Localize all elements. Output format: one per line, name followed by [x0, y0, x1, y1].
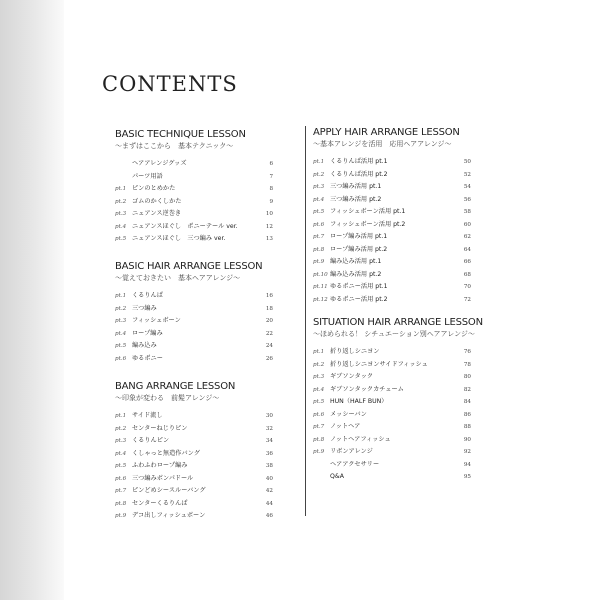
toc-entry-title: 編み込み活用 pt.1	[330, 258, 382, 265]
toc-entry-page-number: 30	[265, 413, 273, 419]
toc-entry	[115, 353, 273, 366]
toc-entry-title: ゆるポニー活用 pt.2	[330, 295, 388, 303]
toc-entry-title: 編み込み活用 pt.2	[330, 270, 382, 278]
toc-entry-title: Q&A	[330, 473, 344, 480]
section-subtitle: ～まずはここから 基本テクニック～	[115, 142, 234, 150]
toc-entry-part-number: pt.7	[313, 234, 325, 240]
toc-entry-part-number: pt.2	[313, 361, 325, 368]
toc-entry-page-number: 82	[463, 386, 471, 393]
toc-entry-part-number: pt.2	[115, 425, 127, 432]
toc-entry	[313, 281, 471, 294]
section-subtitle: ～ほめられる！ シチュエーション別ヘアアレンジ～	[313, 330, 475, 338]
toc-entry-part-number: pt.4	[313, 196, 325, 203]
toc-entry-part-number: pt.10	[313, 271, 328, 278]
section-basic-technique	[115, 128, 273, 246]
section-title: BANG ARRANGE LESSON	[115, 381, 236, 392]
toc-entry	[313, 459, 471, 472]
toc-entry-page-number: 13	[265, 236, 273, 242]
toc-entry-part-number: pt.1	[115, 293, 127, 299]
toc-entry-page-number: 50	[463, 159, 471, 165]
toc-entry	[115, 510, 273, 523]
toc-entry-part-number: pt.5	[115, 463, 127, 469]
toc-entry-page-number: 34	[265, 438, 273, 444]
toc-entry	[115, 473, 273, 486]
toc-entry-part-number: pt.12	[313, 296, 328, 303]
toc-entry-title: ゆるポニー	[132, 354, 163, 362]
toc-entry-page-number: 40	[265, 475, 273, 482]
toc-entry-page-number: 9	[269, 198, 273, 205]
toc-entry-title: ピンどめシースルーバング	[132, 487, 206, 494]
toc-entry	[313, 446, 471, 459]
section-subtitle: ～印象が変わる 前髪アレンジ～	[115, 394, 220, 402]
toc-entry-page-number: 24	[265, 343, 273, 349]
toc-entry-page-number: 66	[463, 259, 471, 265]
toc-entry-page-number: 26	[265, 355, 273, 362]
toc-entry-page-number: 42	[265, 488, 273, 494]
toc-entry-title: フィッシュボーン活用 pt.1	[330, 208, 406, 215]
toc-entry-part-number: pt.8	[313, 246, 325, 253]
toc-entry-title: ゴムのかくしかた	[132, 197, 182, 205]
toc-entry	[115, 410, 273, 423]
toc-entry-part-number: pt.1	[115, 413, 127, 419]
toc-entry-part-number: pt.4	[115, 450, 127, 457]
toc-entry-part-number: pt.6	[313, 411, 325, 418]
toc-entry	[115, 290, 273, 303]
toc-entry	[313, 371, 471, 384]
section-subtitle: ～基本アレンジを活用 応用ヘアアレンジ～	[313, 140, 452, 148]
toc-entry	[313, 206, 471, 219]
toc-entry-page-number: 78	[463, 361, 471, 368]
toc-entry-part-number: pt.1	[115, 186, 127, 192]
toc-entry-title: ヘアアクセサリー	[330, 460, 380, 468]
toc-entry-page-number: 58	[463, 209, 471, 215]
toc-entry-title: フィッシュボーン活用 pt.2	[330, 220, 406, 228]
toc-entry-part-number: pt.3	[313, 184, 325, 190]
toc-entry-part-number: pt.2	[313, 171, 325, 178]
toc-entry-title: 折り返しシニヨン	[330, 348, 380, 355]
toc-entry-title: ロープ編み活用 pt.1	[330, 233, 388, 240]
column-divider	[305, 126, 306, 516]
toc-entry-part-number: pt.5	[313, 209, 325, 215]
toc-entry-page-number: 68	[463, 271, 471, 278]
toc-entry-page-number: 84	[463, 399, 471, 405]
toc-entry-page-number: 64	[463, 246, 471, 253]
toc-entry-title: ゆるポニー活用 pt.1	[330, 283, 388, 290]
toc-entry-title: ピンのとめかた	[132, 185, 176, 192]
toc-entry	[115, 328, 273, 341]
toc-entry-title: くるりんぱ	[132, 292, 163, 299]
section-apply-hair-arrange	[313, 126, 471, 306]
toc-list	[313, 156, 471, 306]
toc-entry-title: 三つ編み活用 pt.2	[330, 195, 382, 203]
toc-entry-part-number: pt.2	[115, 198, 127, 205]
toc-entry-part-number: pt.7	[313, 424, 325, 430]
toc-entry	[313, 156, 471, 169]
toc-entry-title: くしゃっと無造作バング	[132, 449, 200, 457]
toc-entry-part-number: pt.4	[313, 386, 325, 393]
toc-entry-part-number: pt.8	[313, 436, 325, 443]
toc-entry	[313, 434, 471, 447]
toc-entry-title: 三つ編みボンパドール	[132, 474, 194, 482]
toc-entry-title: リボンアレンジ	[330, 448, 373, 455]
toc-entry-page-number: 8	[269, 186, 273, 192]
toc-entry-page-number: 12	[265, 223, 273, 230]
toc-entry-page-number: 38	[265, 463, 273, 469]
toc-list	[115, 410, 273, 523]
toc-entry	[313, 359, 471, 372]
toc-entry-title: サイド流し	[132, 412, 163, 419]
toc-entry	[115, 221, 273, 234]
toc-entry-part-number: pt.3	[115, 211, 127, 217]
toc-entry-title: ニュアンス逆巻き	[132, 210, 182, 217]
toc-entry-title: 三つ編み活用 pt.1	[330, 183, 382, 190]
toc-list	[115, 290, 273, 365]
toc-entry-page-number: 94	[463, 461, 471, 468]
toc-entry-title: パーツ用語	[132, 172, 163, 180]
section-title: APPLY HAIR ARRANGE LESSON	[313, 127, 460, 138]
toc-entry-part-number: pt.6	[115, 475, 127, 482]
toc-entry-part-number: pt.6	[313, 221, 325, 228]
toc-entry-part-number: pt.3	[115, 318, 127, 324]
toc-entry	[115, 303, 273, 316]
toc-entry-page-number: 90	[463, 436, 471, 443]
toc-entry-page-number: 10	[265, 211, 273, 217]
toc-entry-page-number: 46	[265, 513, 273, 519]
toc-entry-page-number: 95	[463, 474, 471, 480]
section-bang-arrange	[115, 380, 273, 523]
toc-entry-title: ロープ編み活用 pt.2	[330, 245, 388, 253]
toc-entry	[115, 460, 273, 473]
section-situation-hair-arrange	[313, 316, 483, 484]
toc-entry	[313, 471, 471, 484]
toc-entry-part-number: pt.4	[115, 223, 127, 230]
toc-entry-page-number: 72	[463, 296, 471, 303]
toc-entry-page-number: 76	[463, 349, 471, 355]
toc-entry-page-number: 44	[265, 500, 273, 507]
toc-entry-page-number: 80	[463, 374, 471, 380]
toc-entry-part-number: pt.3	[313, 374, 325, 380]
toc-entry-title: センターくるりんぱ	[132, 499, 188, 507]
toc-entry-page-number: 54	[463, 184, 471, 190]
toc-entry	[313, 256, 471, 269]
toc-entry-page-number: 7	[269, 173, 273, 180]
toc-entry-title: デコ出しフィッシュボーン	[132, 512, 206, 519]
toc-entry-part-number: pt.6	[115, 355, 127, 362]
toc-entry-title: ノットヘアフィッシュ	[330, 435, 391, 443]
toc-entry-title: ニュアンスほぐし ポニーテール ver.	[132, 222, 238, 230]
section-title: SITUATION HAIR ARRANGE LESSON	[313, 317, 483, 328]
toc-entry-title: ギブソンタックカチューム	[330, 385, 404, 393]
toc-entry	[313, 294, 471, 307]
toc-entry-part-number: pt.5	[115, 236, 127, 242]
toc-entry	[115, 183, 273, 196]
toc-entry-page-number: 36	[265, 450, 273, 457]
toc-entry-part-number: pt.1	[313, 159, 325, 165]
toc-entry	[115, 498, 273, 511]
toc-entry-title: くるりんぱ活用 pt.2	[330, 170, 388, 178]
toc-entry-part-number: pt.5	[115, 343, 127, 349]
toc-entry	[313, 181, 471, 194]
toc-entry-part-number: pt.3	[115, 438, 127, 444]
toc-entry-page-number: 86	[463, 411, 471, 418]
toc-entry-page-number: 88	[463, 424, 471, 430]
toc-entry-title: 折り返しシニヨンサイドフィッシュ	[330, 360, 428, 368]
toc-entry-title: ふわふわロープ編み	[132, 462, 188, 469]
toc-entry	[313, 396, 471, 409]
toc-entry-title: ロープ編み	[132, 329, 163, 337]
toc-entry-part-number: pt.7	[115, 488, 127, 494]
toc-entry-title: ニュアンスほぐし 三つ編み ver.	[132, 235, 226, 242]
toc-entry	[115, 158, 273, 171]
toc-entry-title: 三つ編み	[132, 304, 157, 312]
toc-list	[313, 346, 471, 484]
toc-entry-part-number: pt.5	[313, 399, 325, 405]
toc-entry	[115, 340, 273, 353]
toc-entry	[115, 485, 273, 498]
toc-entry-title: ヘアアレンジグッズ	[132, 160, 187, 167]
toc-entry-title: センターねじりピン	[132, 424, 188, 432]
toc-entry-page-number: 16	[265, 293, 273, 299]
section-title: BASIC TECHNIQUE LESSON	[115, 129, 246, 140]
toc-entry	[313, 409, 471, 422]
toc-entry-part-number: pt.9	[313, 449, 325, 455]
toc-entry-part-number: pt.1	[313, 349, 325, 355]
toc-entry-page-number: 18	[265, 305, 273, 312]
toc-entry-part-number: pt.9	[115, 513, 127, 519]
toc-entry	[313, 244, 471, 257]
toc-entry	[313, 384, 471, 397]
toc-entry	[313, 169, 471, 182]
toc-entry-page-number: 6	[269, 161, 273, 167]
section-title: BASIC HAIR ARRANGE LESSON	[115, 261, 263, 272]
toc-entry	[115, 448, 273, 461]
toc-entry	[313, 269, 471, 282]
toc-entry	[115, 423, 273, 436]
toc-entry	[313, 346, 471, 359]
toc-entry-title: 編み込み	[132, 342, 157, 349]
page-gutter-shadow	[0, 0, 64, 600]
toc-entry-page-number: 70	[463, 284, 471, 290]
section-basic-hair-arrange	[115, 260, 273, 365]
toc-entry-part-number: pt.11	[313, 284, 328, 290]
toc-entry-page-number: 52	[463, 171, 471, 178]
toc-entry-title: ノットヘア	[330, 423, 361, 430]
toc-entry-part-number: pt.2	[115, 305, 127, 312]
toc-entry	[313, 194, 471, 207]
toc-entry-part-number: pt.9	[313, 259, 325, 265]
toc-entry-title: くるりんピン	[132, 437, 170, 444]
toc-entry-title: フィッシュボーン	[132, 317, 181, 324]
toc-entry-page-number: 92	[463, 449, 471, 455]
toc-entry-title: HUN（HALF BUN）	[330, 398, 388, 405]
toc-entry-part-number: pt.8	[115, 500, 127, 507]
section-subtitle: ～覚えておきたい 基本ヘアアレンジ～	[115, 274, 241, 282]
toc-entry-part-number: pt.4	[115, 330, 127, 337]
toc-entry	[115, 233, 273, 246]
toc-entry-title: メッシーバン	[330, 410, 367, 418]
toc-list	[115, 158, 273, 246]
toc-entry	[115, 435, 273, 448]
toc-entry-page-number: 20	[265, 318, 273, 324]
toc-entry-page-number: 32	[265, 425, 273, 432]
page-title: CONTENTS	[102, 72, 238, 96]
toc-entry-page-number: 56	[463, 196, 471, 203]
toc-entry-page-number: 60	[463, 221, 471, 228]
toc-entry	[313, 219, 471, 232]
toc-entry	[313, 421, 471, 434]
toc-entry	[115, 208, 273, 221]
toc-entry	[115, 315, 273, 328]
toc-entry-page-number: 22	[265, 330, 273, 337]
toc-entry	[313, 231, 471, 244]
toc-entry	[115, 171, 273, 184]
toc-entry-page-number: 62	[463, 234, 471, 240]
toc-entry-title: くるりんぱ活用 pt.1	[330, 158, 388, 165]
toc-entry	[115, 196, 273, 209]
toc-entry-title: ギブソンタック	[330, 373, 374, 380]
